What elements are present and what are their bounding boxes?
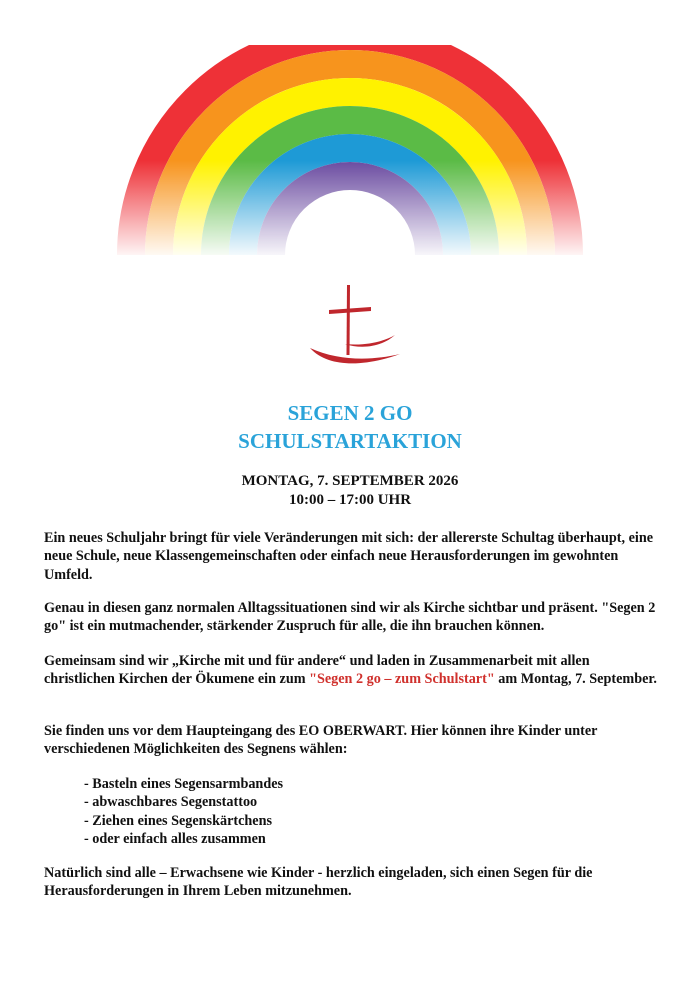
invitation-text-start: Gemeinsam sind wir „Kirche mit und für andere“ und laden in Zusammenarbeit mit allen christlichen Kirchen der Ökumene ein zum — [44, 653, 590, 688]
blessing-options-list — [84, 775, 283, 849]
page-subtitle: SCHULSTARTAKTION — [238, 429, 462, 453]
list-item: - Basteln eines Segensarmbandes — [84, 776, 284, 792]
invitation-text-end: am Montag, 7. September. — [494, 671, 657, 688]
event-name-highlight: "Segen 2 go – zum Schulstart" — [309, 671, 495, 688]
closing-paragraph: Natürlich sind alle – Erwachsene wie Kinder - herzlich eingeladen, sich einen Segen für die Herausforderungen in Ihrem Leben mitzunehmen. — [44, 865, 593, 900]
list-item: - Ziehen eines Segenskärtchens — [84, 812, 272, 829]
church-cross-logo-icon — [305, 280, 405, 370]
invitation-paragraph — [44, 652, 664, 689]
event-time: 10:00 – 17:00 UHR — [288, 492, 412, 508]
list-item: - oder einfach alles zusammen — [84, 831, 266, 848]
rainbow-image — [115, 45, 585, 255]
list-item: - abwaschbares Segenstattoo — [84, 794, 258, 811]
page-title: SEGEN 2 GO — [287, 401, 413, 425]
location-paragraph: Sie finden uns vor dem Haupteingang des EO OBERWART. Hier können ihre Kinder unter verschiedenen Möglichkeiten des Segnens wählen: — [44, 723, 598, 758]
church-presence-paragraph: Genau in diesen ganz normalen Alltagssituationen sind wir als Kirche sichtbar und präsent. "Segen 2 go" ist ein mutmachender, stärkender Zuspruch für alle, die ihn brauchen können. — [44, 600, 656, 635]
intro-paragraph: Ein neues Schuljahr bringt für viele Veränderungen mit sich: der allererste Schultag überhaupt, eine neue Schule, neue Klassengemeinschaften oder einfach neue Herausforderungen im gewohnten Umfeld. — [44, 530, 654, 583]
event-date: MONTAG, 7. SEPTEMBER 2026 — [241, 473, 459, 489]
